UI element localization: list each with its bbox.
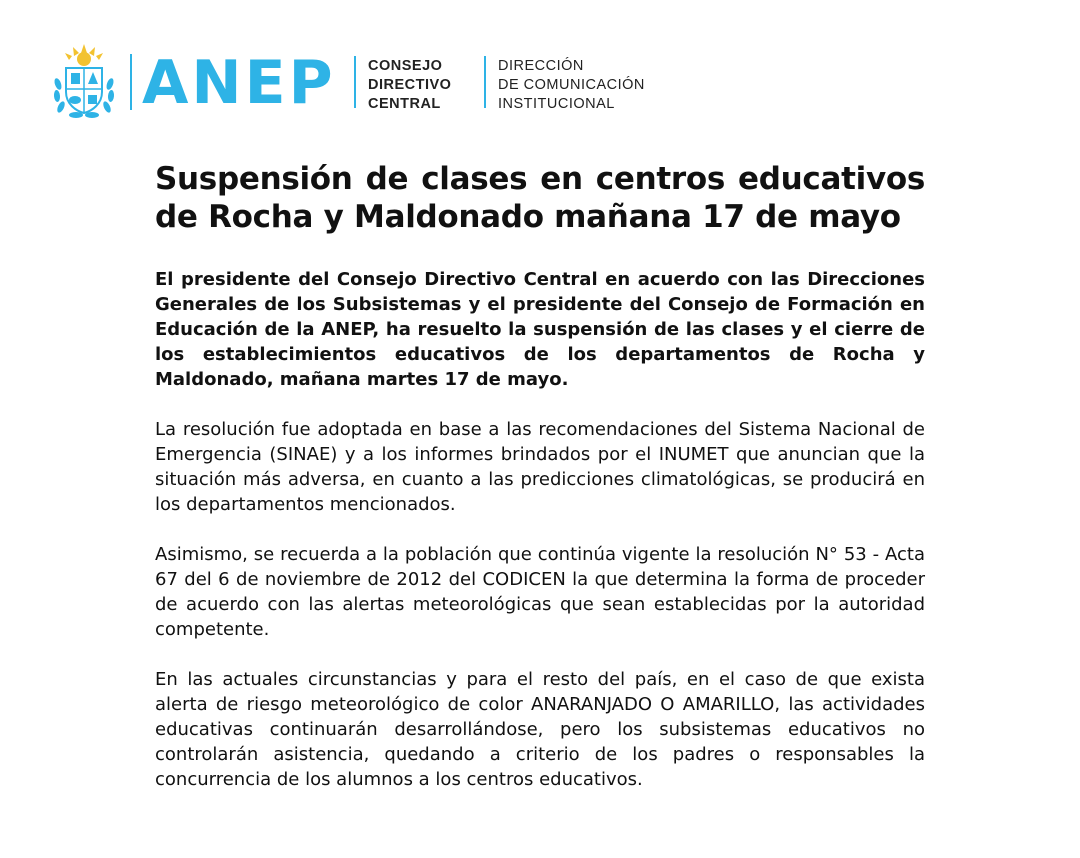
anep-logo: ANEP [142, 48, 336, 118]
direction-name [498, 57, 645, 114]
body-paragraph: La resolución fue adoptada en base a las recomendaciones del Sistema Nacional de Emergencia (SINAE) y a los informes brindados por el INUMET que anuncian que la situación más adversa, en cuanto a las predicciones climatológicas, se producirá en los departamentos mencionados. [155, 419, 925, 515]
lead-paragraph: El presidente del Consejo Directivo Central en acuerdo con las Direcciones Generales de los Subsistemas y el presidente del Consejo de Formación en Educación de la ANEP, ha resuelto la suspensión de las clases y el cierre de los establecimientos educativos de los departamentos de Rocha y Maldonado, mañana martes 17 de mayo. [155, 269, 925, 390]
press-release [155, 160, 925, 792]
direction-line: INSTITUCIONAL [498, 96, 615, 112]
divider-line [130, 54, 132, 110]
uruguay-coat-of-arms-icon [52, 44, 116, 120]
direction-line: DE COMUNICACIÓN [498, 77, 645, 93]
divider-line [484, 56, 486, 108]
body-paragraph: Asimismo, se recuerda a la población que continúa vigente la resolución N° 53 - Acta 67 del 6 de noviembre de 2012 del CODICEN la que determina la forma de proceder de acuerdo con las alertas meteorológicas que sean establecidas por la autoridad competente. [155, 544, 925, 640]
body-paragraph: En las actuales circunstancias y para el resto del país, en el caso de que exista alerta de riesgo meteorológico de color ANARANJADO O AMARILLO, las actividades educativas continuarán desarrollándose, pero los subsistemas educativos no controlarán asistencia, quedando a criterio de los padres o responsables la concurrencia de los alumnos a los centros educativos. [155, 669, 925, 790]
direction-line: DIRECCIÓN [498, 58, 584, 74]
divider-line [354, 56, 356, 108]
page-title: Suspensión de clases en centros educativos de Rocha y Maldonado mañana 17 de mayo [155, 161, 925, 235]
org-line: DIRECTIVO [368, 77, 452, 93]
org-line: CONSEJO [368, 58, 443, 74]
org-name [368, 57, 451, 114]
org-line: CENTRAL [368, 96, 441, 112]
letterhead [52, 44, 752, 120]
